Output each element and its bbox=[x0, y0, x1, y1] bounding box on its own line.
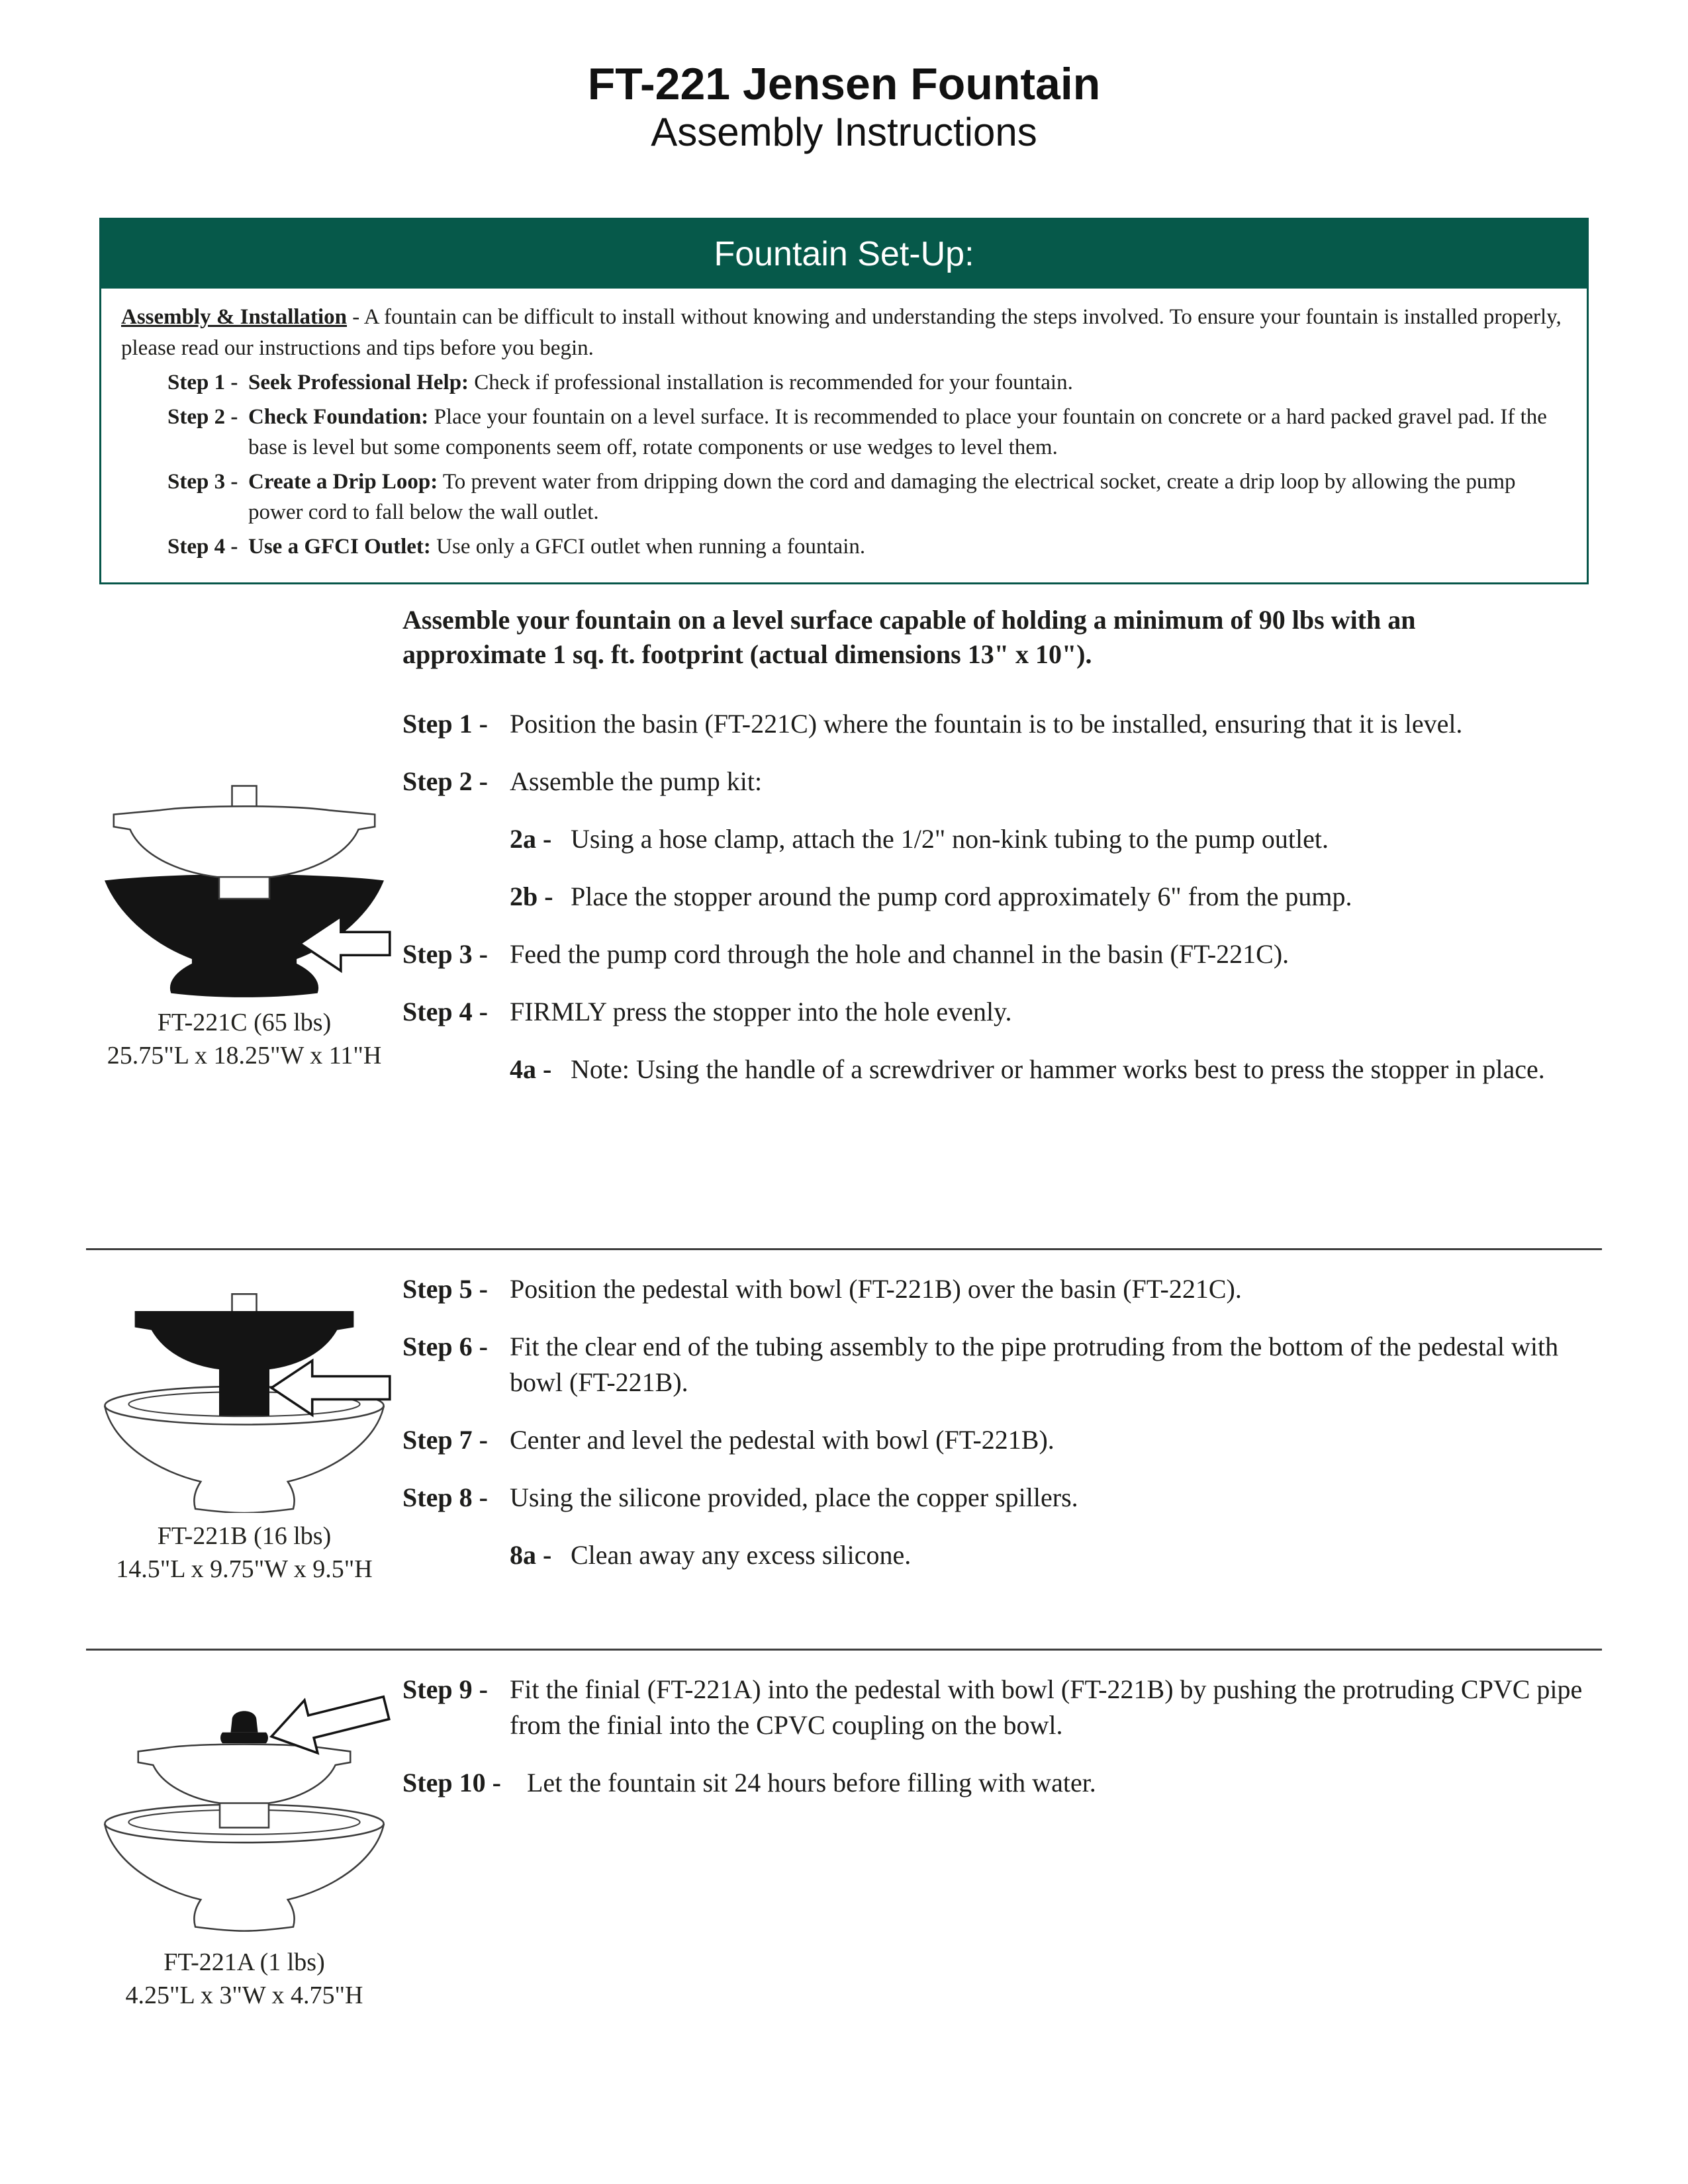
step-label: Step 3 - bbox=[402, 938, 488, 969]
setup-intro bbox=[121, 302, 1567, 363]
step-4 bbox=[402, 994, 1599, 1030]
step-text: Fit the clear end of the tubing assembly to the pipe protruding from the bottom of the pedestal with bowl (FT-221B). bbox=[510, 1331, 1559, 1397]
pedestal-highlight-shape bbox=[105, 1294, 389, 1513]
figure-column-pedestal bbox=[86, 1271, 402, 1586]
substep-label: 2a - bbox=[510, 823, 552, 854]
step-label: Step 2 - bbox=[402, 766, 488, 796]
step-label: Step 1 - bbox=[402, 708, 488, 739]
document-page bbox=[86, 0, 1602, 2012]
setup-intro-text: - A fountain can be difficult to install without knowing and understanding the steps involved. To ensure your fountain is installed properly, please read our instructions and tips before you begin. bbox=[121, 305, 1562, 360]
part-number: FT-221A (1 lbs) bbox=[164, 1948, 325, 1976]
finial-black-brim bbox=[220, 1733, 268, 1743]
section-divider-1 bbox=[86, 1248, 1602, 1250]
step-label: Step 10 - bbox=[402, 1767, 501, 1797]
setup-box-header: Fountain Set-Up: bbox=[101, 220, 1587, 289]
part-number: FT-221B (16 lbs) bbox=[157, 1522, 332, 1550]
setup-step-2 bbox=[167, 402, 1567, 463]
figure-basin bbox=[86, 774, 402, 999]
figure-column-basin bbox=[86, 603, 402, 1072]
figure-caption-basin bbox=[86, 1006, 402, 1072]
step-label: Step 9 - bbox=[402, 1674, 488, 1704]
section-pedestal bbox=[86, 1271, 1602, 1629]
setup-step-1 bbox=[167, 368, 1567, 398]
step-label: Step 5 - bbox=[402, 1273, 488, 1304]
figure-finial bbox=[86, 1692, 402, 1939]
substep-label: 2b - bbox=[510, 881, 553, 911]
substep-text: Clean away any excess silicone. bbox=[571, 1539, 912, 1570]
steps-column-pedestal bbox=[402, 1271, 1602, 1595]
step-2 bbox=[402, 764, 1599, 799]
setup-step-text bbox=[248, 368, 1567, 398]
figure-column-finial bbox=[86, 1672, 402, 2012]
section-finial bbox=[86, 1672, 1602, 2012]
figure-caption-finial bbox=[86, 1946, 402, 2012]
finial-highlight-shape bbox=[105, 1692, 393, 1931]
step-2b bbox=[510, 879, 1599, 915]
page-title: FT-221 Jensen Fountain bbox=[587, 59, 1101, 109]
step-10 bbox=[402, 1765, 1599, 1801]
title-block bbox=[86, 61, 1602, 154]
step-text: Fit the finial (FT-221A) into the pedestal with bowl (FT-221B) by pushing the protruding CPVC pipe from the finial into the CPVC coupling on the bowl. bbox=[510, 1674, 1583, 1740]
page-subtitle: Assembly Instructions bbox=[651, 110, 1037, 155]
figure-pedestal bbox=[86, 1287, 402, 1513]
step-9 bbox=[402, 1672, 1599, 1743]
step-8a bbox=[510, 1537, 1599, 1573]
step-text: Feed the pump cord through the hole and channel in the basin (FT-221C). bbox=[510, 938, 1289, 969]
setup-step-body: Check if professional installation is recommended for your fountain. bbox=[469, 370, 1073, 394]
step-8 bbox=[402, 1480, 1599, 1516]
step-6 bbox=[402, 1329, 1599, 1400]
setup-step-label: Step 2 - bbox=[167, 405, 238, 430]
setup-box-body bbox=[101, 289, 1587, 582]
step-3 bbox=[402, 936, 1599, 972]
setup-step-body: Place your fountain on a level surface. It is recommended to place your fountain on concrete or a hard packed gravel pad. If the base is level but some components seem off, rotate components or use wedges to level them. bbox=[248, 405, 1547, 459]
steps-column-basin bbox=[402, 603, 1602, 1109]
part-dimensions: 14.5"L x 9.75"W x 9.5"H bbox=[116, 1555, 373, 1584]
step-2a bbox=[510, 821, 1599, 857]
upper-bowl-outline bbox=[114, 806, 375, 877]
setup-step-4 bbox=[167, 532, 1567, 563]
setup-step-body: To prevent water from dripping down the cord and damaging the electrical socket, create a drip loop by allowing the pump power cord to fall below the wall outlet. bbox=[248, 470, 1516, 524]
setup-box bbox=[99, 218, 1589, 584]
basin-illustration bbox=[95, 774, 394, 999]
step-label: Step 7 - bbox=[402, 1424, 488, 1455]
steps-column-finial bbox=[402, 1672, 1602, 1823]
pedestal-illustration bbox=[95, 1287, 394, 1513]
basin-highlight-shape bbox=[105, 786, 389, 996]
step-text: Using the silicone provided, place the copper spillers. bbox=[510, 1482, 1078, 1512]
substep-label: 8a - bbox=[510, 1539, 552, 1570]
step-label: Step 6 - bbox=[402, 1331, 488, 1361]
setup-step-title: Use a GFCI Outlet: bbox=[248, 535, 431, 559]
step-text: FIRMLY press the stopper into the hole evenly. bbox=[510, 996, 1012, 1026]
setup-step-label: Step 1 - bbox=[167, 370, 238, 394]
step-label: Step 4 - bbox=[402, 996, 488, 1026]
part-number: FT-221C (65 lbs) bbox=[157, 1008, 332, 1036]
setup-step-label: Step 3 - bbox=[167, 470, 238, 494]
setup-step-title: Seek Professional Help: bbox=[248, 370, 469, 394]
setup-step-3 bbox=[167, 467, 1567, 527]
step-1 bbox=[402, 706, 1599, 742]
step-text: Position the pedestal with bowl (FT-221B) over the basin (FT-221C). bbox=[510, 1273, 1242, 1304]
setup-step-text bbox=[248, 532, 1567, 563]
substep-text: Using a hose clamp, attach the 1/2" non-kink tubing to the pump outlet. bbox=[571, 823, 1329, 854]
section-divider-2 bbox=[86, 1649, 1602, 1651]
setup-step-body: Use only a GFCI outlet when running a fountain. bbox=[430, 535, 866, 559]
step-label: Step 8 - bbox=[402, 1482, 488, 1512]
assembly-note: Assemble your fountain on a level surface capable of holding a minimum of 90 lbs with an approximate 1 sq. ft. footprint (actual dimensions 13" x 10"). bbox=[402, 604, 1416, 669]
setup-step-title: Create a Drip Loop: bbox=[248, 470, 438, 494]
setup-step-title: Check Foundation: bbox=[248, 405, 429, 430]
setup-step-text bbox=[248, 402, 1567, 463]
step-text: Let the fountain sit 24 hours before filling with water. bbox=[527, 1767, 1096, 1797]
substep-text: Note: Using the handle of a screwdriver or hammer works best to press the stopper in place. bbox=[571, 1054, 1545, 1084]
step-text: Position the basin (FT-221C) where the fountain is to be installed, ensuring that it is level. bbox=[510, 708, 1463, 739]
section-basin bbox=[86, 603, 1602, 1228]
setup-step-label: Step 4 - bbox=[167, 535, 238, 559]
setup-intro-label: Assembly & Installation bbox=[121, 305, 348, 330]
finial-black-dome bbox=[230, 1711, 258, 1732]
step-5 bbox=[402, 1271, 1599, 1307]
setup-step-text bbox=[248, 467, 1567, 527]
substep-label: 4a - bbox=[510, 1054, 552, 1084]
step-text: Assemble the pump kit: bbox=[510, 766, 763, 796]
part-dimensions: 4.25"L x 3"W x 4.75"H bbox=[125, 1981, 363, 2010]
finial-illustration bbox=[95, 1692, 394, 1939]
part-dimensions: 25.75"L x 18.25"W x 11"H bbox=[107, 1042, 382, 1070]
step-text: Center and level the pedestal with bowl (FT-221B). bbox=[510, 1424, 1055, 1455]
step-7 bbox=[402, 1422, 1599, 1458]
figure-caption-pedestal bbox=[86, 1520, 402, 1586]
substep-text: Place the stopper around the pump cord approximately 6" from the pump. bbox=[571, 881, 1352, 911]
step-4a bbox=[510, 1052, 1599, 1087]
